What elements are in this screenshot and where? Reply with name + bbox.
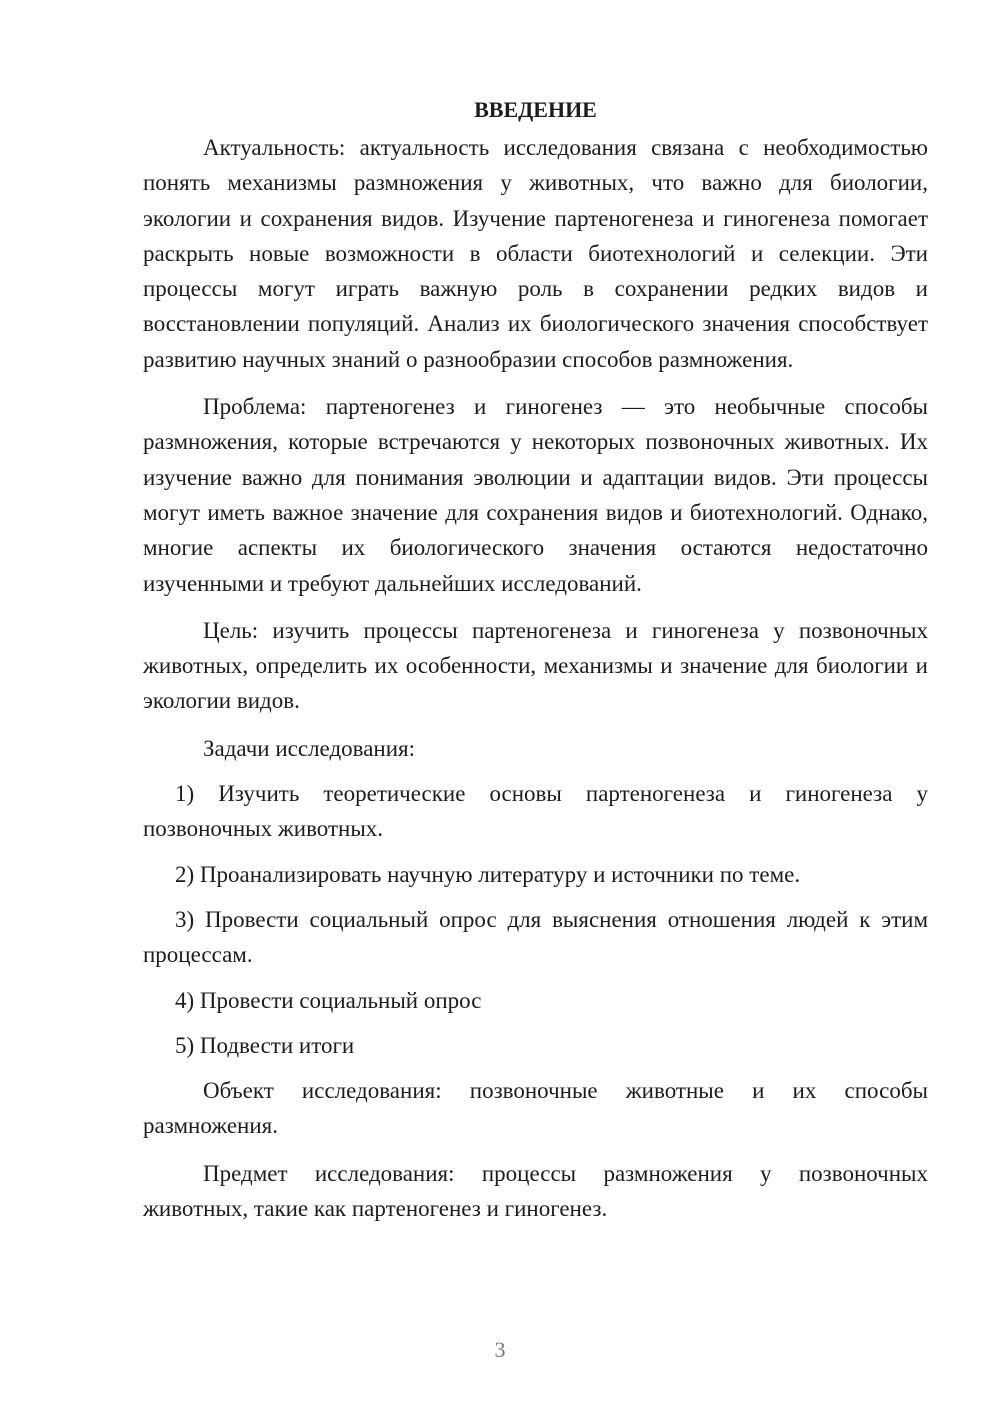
object-paragraph: Объект исследования: позвоночные животные и их способы размножения. xyxy=(143,1078,928,1139)
task-item-3: 3) Провести социальный опрос для выяснения отношения людей к этим процессам. xyxy=(143,906,928,968)
problem-paragraph: Проблема: партеногенез и гиногенез — это необычные способы размножения, которые встречаются у некоторых позвоночных животных. Их изучение важно для понимания эволюции и адаптации видов. Эти процессы могут иметь важное значение для сохранения видов и биотехнологий. Однако, многие аспекты их биологического значения остаются недостаточно изученными и требуют дальнейших исследований. xyxy=(143,394,928,596)
task-item-1: 1) Изучить теоретические основы партеногенеза и гиногенеза у позвоночных животных. xyxy=(143,781,928,842)
page-content xyxy=(143,92,928,1226)
subject-paragraph: Предмет исследования: процессы размножения у позвоночных животных, такие как партеногенез и гиногенез. xyxy=(143,1160,928,1222)
section-title: ВВЕДЕНИЕ xyxy=(474,97,597,122)
relevance-paragraph: Актуальность: актуальность исследования связана с необходимостью понять механизмы размножения у животных, что важно для биологии, экологии и сохранения видов. Изучение партеногенеза и гиногенеза помогает раскрыть новые возможности в области биотехнологий и селекции. Эти процессы могут играть важную роль в сохранении редких видов и восстановлении популяций. Анализ их биологического значения способствует развитию научных знаний о разнообразии способов размножения. xyxy=(143,135,928,372)
page-number: 3 xyxy=(494,1337,506,1362)
goal-paragraph: Цель: изучить процессы партеногенеза и гиногенеза у позвоночных животных, определить их особенности, механизмы и значение для биологии и экологии видов. xyxy=(143,617,928,714)
task-item-5: 5) Подвести итоги xyxy=(175,1032,355,1058)
tasks-heading: Задачи исследования: xyxy=(203,735,416,761)
task-item-4: 4) Провести социальный опрос xyxy=(175,987,482,1013)
task-item-2: 2) Проанализировать научную литературу и источники по теме. xyxy=(175,861,801,887)
